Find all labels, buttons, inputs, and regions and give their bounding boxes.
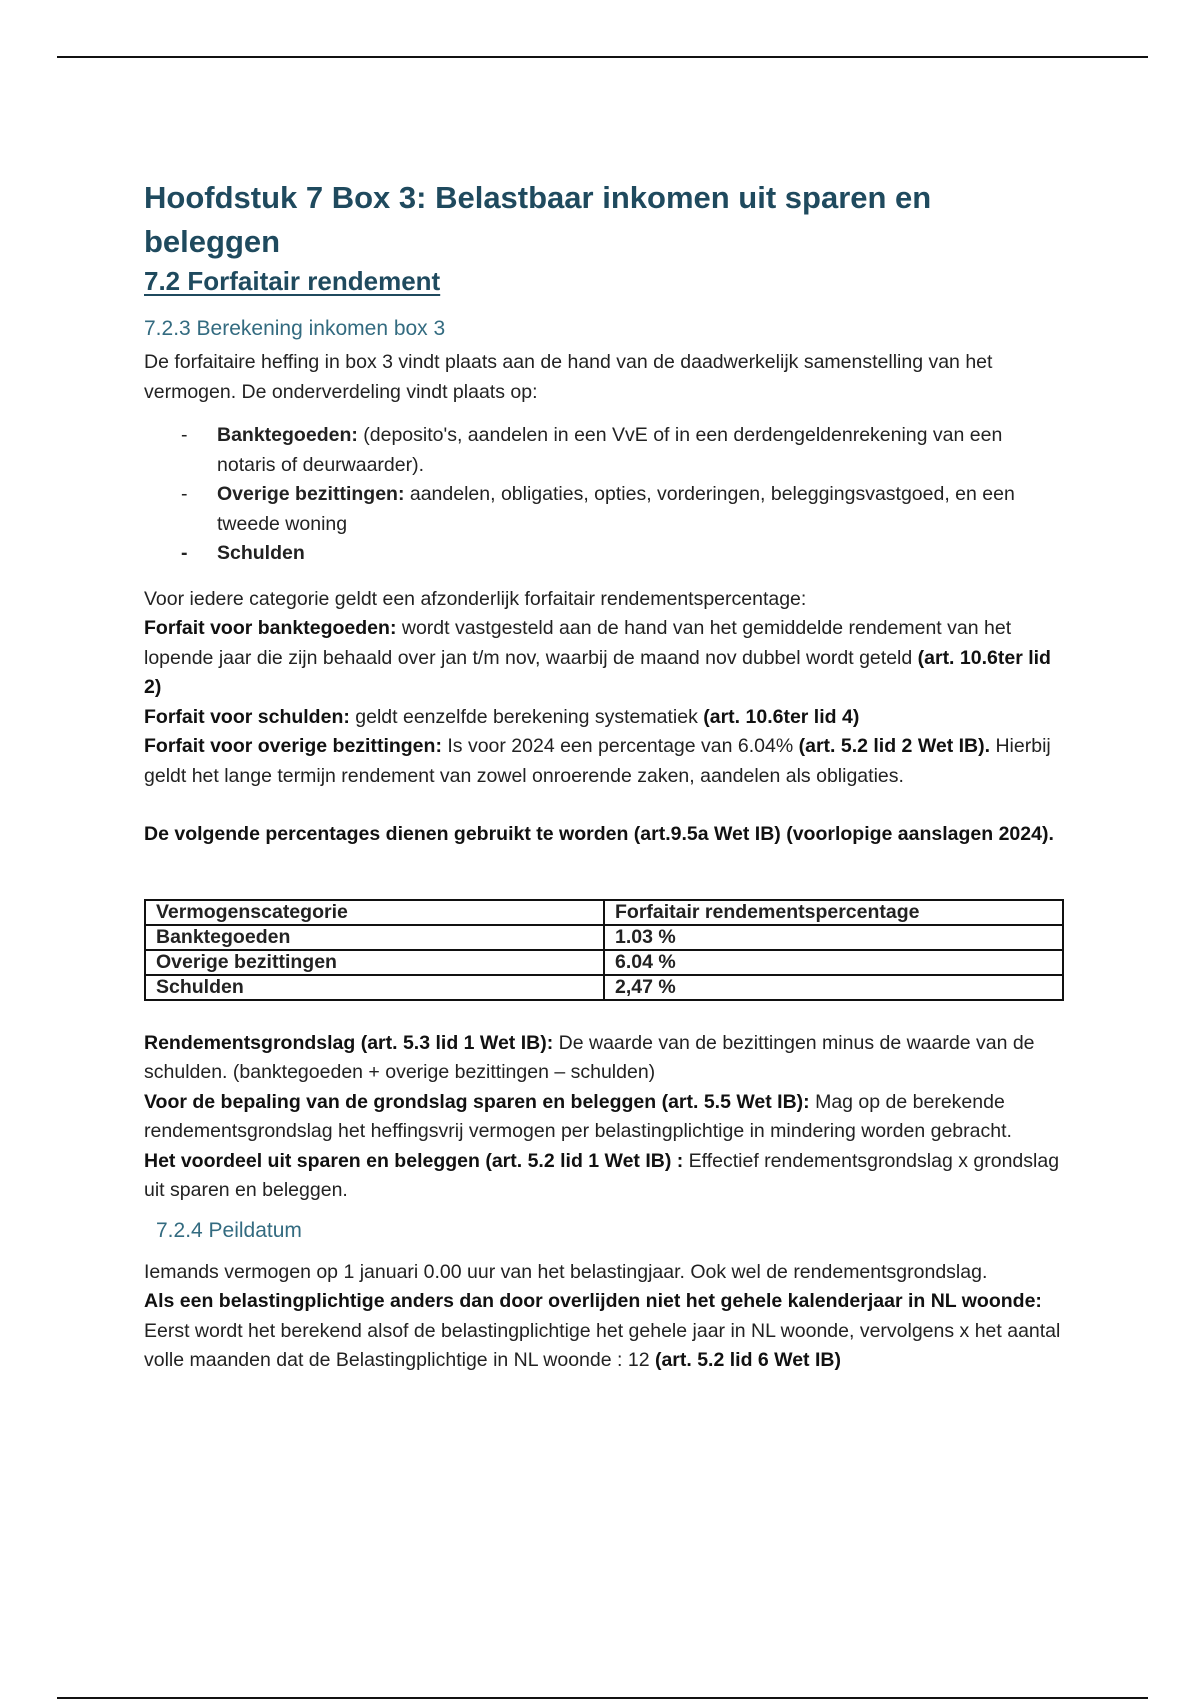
- table-cell: Banktegoeden: [145, 925, 604, 950]
- bold-text: (art. 5.2 lid 6 Wet IB): [654, 1349, 841, 1371]
- bullet-dash: -: [181, 542, 188, 564]
- bold-text: De volgende percentages dienen gebruikt te worden (art.9.5a Wet IB) (voorlopige aanslagen 2024).: [144, 823, 1054, 845]
- bold-text: Voor de bepaling van de grondslag sparen en beleggen (art. 5.5 Wet IB):: [144, 1090, 810, 1113]
- table-row: [145, 975, 1063, 1000]
- text: Mag op de berekende rendementsgrondslag het heffingsvrij vermogen per belastingplichtige in mindering worden gebracht.: [144, 1090, 1012, 1142]
- subsection-title-7-2-4: 7.2.4 Peildatum: [156, 1218, 302, 1242]
- list-item: [144, 480, 1064, 539]
- table-cell: 1.03 %: [604, 925, 1063, 950]
- section-title: 7.2 Forfaitair rendement: [144, 266, 441, 296]
- text: Voor iedere categorie geldt een afzonderlijk forfaitair rendementspercentage:: [144, 587, 807, 610]
- paragraph: [144, 732, 1064, 791]
- list-item-text: [217, 483, 1015, 535]
- bullet-dash: -: [181, 483, 188, 505]
- text: geldt eenzelfde berekening systematiek: [349, 705, 704, 728]
- bold-text: (art. 10.6ter lid 2): [144, 646, 1051, 698]
- list-item-text: [217, 424, 1002, 476]
- bold-text: Als een belastingplichtige anders dan door overlijden niet het gehele kalenderjaar in NL woonde:: [144, 1290, 1042, 1312]
- table-cell: Overige bezittingen: [145, 950, 604, 975]
- peildatum-block: [144, 1258, 1064, 1376]
- bold-text: (art. 10.6ter lid 4): [703, 705, 860, 728]
- text: wordt vastgesteld aan de hand van het gemiddelde rendement van het lopende jaar die zijn behaald over jan t/m nov, waarbij de maand nov dubbel wordt geteld: [144, 617, 1012, 669]
- paragraph: [144, 1147, 1064, 1206]
- text: De waarde van de bezittingen minus de waarde van de schulden. (banktegoeden + overige bezittingen – schulden): [144, 1031, 1035, 1083]
- text: (deposito's, aandelen in een VvE of in een derdengeldenrekening van een notaris of deurwaarder).: [217, 424, 1003, 476]
- percentage-table: [144, 899, 1064, 1001]
- paragraph: [144, 585, 1064, 615]
- list-item-text: [217, 542, 305, 564]
- text: Effectief rendementsgrondslag x grondslag uit sparen en beleggen.: [144, 1149, 1060, 1201]
- paragraph: [144, 1088, 1064, 1147]
- paragraph: [144, 703, 1064, 733]
- bold-text: Banktegoeden:: [217, 424, 358, 446]
- subsection-title-7-2-3: 7.2.3 Berekening inkomen box 3: [144, 317, 446, 340]
- paragraph: [144, 614, 1064, 703]
- table-header-cell: Forfaitair rendementspercentage: [604, 900, 1063, 925]
- bold-text: Forfait voor banktegoeden:: [144, 617, 397, 639]
- table-header-row: [145, 900, 1063, 925]
- text: aandelen, obligaties, opties, vorderingen, beleggingsvastgoed, en een tweede woning: [217, 483, 1015, 535]
- text: De forfaitaire heffing in box 3 vindt plaats aan de hand van de daadwerkelijk samenstelling van het vermogen. De onderverdeling vindt plaats op:: [144, 351, 993, 403]
- header-rule: [57, 56, 1148, 58]
- percentages-intro: [144, 820, 1064, 850]
- bold-text: Forfait voor overige bezittingen:: [144, 735, 442, 757]
- bold-text: Het voordeel uit sparen en beleggen (art. 5.2 lid 1 Wet IB) :: [144, 1149, 684, 1172]
- table-header-cell: Vermogenscategorie: [145, 900, 604, 925]
- footer-rule: [57, 1697, 1148, 1699]
- bold-text: Overige bezittingen:: [217, 483, 405, 505]
- text: Is voor 2024 een percentage van 6.04%: [441, 735, 799, 757]
- table-cell: Schulden: [145, 975, 604, 1000]
- table-cell: 2,47 %: [604, 975, 1063, 1000]
- list-item: [144, 539, 1064, 569]
- bold-text: (art. 5.2 lid 2 Wet IB).: [798, 735, 991, 757]
- intro-paragraph: [144, 348, 1064, 407]
- bold-text: Forfait voor schulden:: [144, 705, 350, 728]
- paragraph: [144, 1287, 1064, 1376]
- bold-text: Rendementsgrondslag (art. 5.3 lid 1 Wet IB):: [144, 1031, 554, 1054]
- bullet-dash: -: [181, 424, 188, 446]
- table-row: [145, 925, 1063, 950]
- text: Iemands vermogen op 1 januari 0.00 uur van het belastingjaar. Ook wel de rendementsgrondslag.: [144, 1260, 988, 1283]
- paragraph: [144, 1258, 1064, 1288]
- text: Eerst wordt het berekend alsof de belastingplichtige het gehele jaar in NL woonde, vervolgens x het aantal volle maanden dat de Belastingplichtige in NL woonde : 12: [144, 1319, 1061, 1371]
- grondslag-block: [144, 1029, 1064, 1206]
- chapter-title: Hoofdstuk 7 Box 3: Belastbaar inkomen uit sparen en beleggen: [144, 180, 932, 259]
- category-list: [144, 421, 1064, 569]
- text: Hierbij geldt het lange termijn rendement van zowel onroerende zaken, aandelen als obligaties.: [144, 735, 1051, 787]
- document-body: [144, 176, 1064, 1376]
- paragraph: [144, 1029, 1064, 1088]
- forfait-block: [144, 585, 1064, 792]
- table-row: [145, 950, 1063, 975]
- list-item: [144, 421, 1064, 480]
- bold-text: Schulden: [217, 542, 305, 564]
- table-cell: 6.04 %: [604, 950, 1063, 975]
